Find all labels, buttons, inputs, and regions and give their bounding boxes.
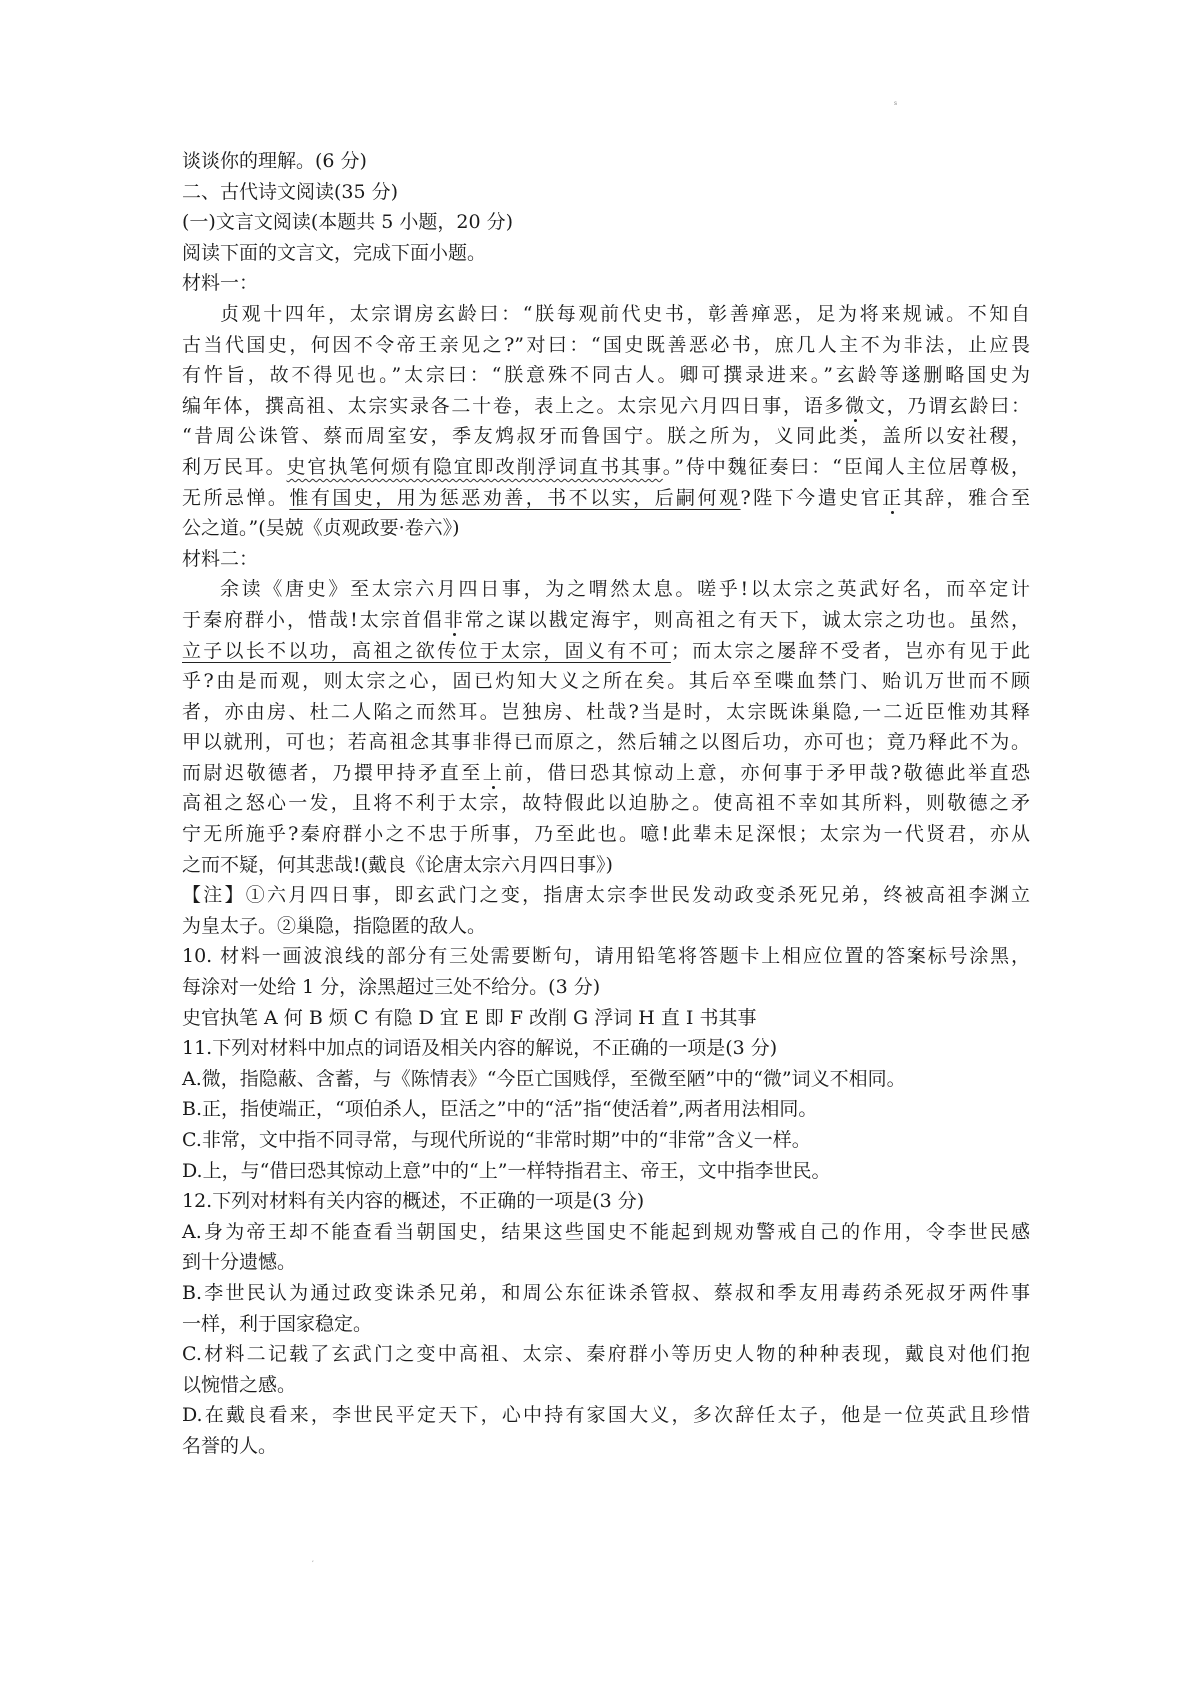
text-segment: 。”侍中魏征奏曰：“臣闻人主位居尊极， xyxy=(662,455,1030,478)
question-stem: 11.下列对材料中加点的词语及相关内容的解说，不正确的一项是(3 分) xyxy=(182,1037,778,1060)
question-12 xyxy=(182,1186,1030,1461)
passage-line: 古当代国史，何因不令帝王亲见之?”对曰：“国史既善恶必书，庶几人主不为非法，止应畏 xyxy=(182,333,1030,356)
option-d: D.上，与“借曰恐其惊动上意”中的“上”一样特指君主、帝王，文中指李世民。 xyxy=(182,1159,831,1182)
text-segment: 于秦府群小，惜哉!太宗首倡 xyxy=(182,608,444,631)
dotted-word-shang: 上 xyxy=(482,761,505,784)
underlined-sentence: 立子以长不以功，高祖之欲传位于太宗，固义有不可 xyxy=(182,639,671,662)
subsection-heading: (一)文言文阅读(本题共 5 小题，20 分) xyxy=(182,211,514,234)
option-d-cont: 名誉的人。 xyxy=(182,1434,278,1457)
underlined-sentence: 惟有国史，用为惩恶劝善，书不以实，后嗣何观 xyxy=(289,486,741,509)
question-10 xyxy=(182,941,1030,1033)
prev-question-tail: 谈谈你的理解。(6 分) xyxy=(182,150,367,172)
option-c: C.非常，文中指不同寻常，与现代所说的“非常时期”中的“非常”含义一样。 xyxy=(182,1129,811,1151)
passage-line: 余读《唐史》至太宗六月四日事，为之喟然太息。嗟乎!以太宗之英武好名，而卒定计 xyxy=(220,578,1030,601)
question-stem: 每涂对一处给 1 分，涂黑超过三处不给分。(3 分) xyxy=(182,976,601,999)
passage-line xyxy=(182,636,1030,667)
passage-line xyxy=(182,391,1030,422)
text-segment: 而尉迟敬德者，乃擐甲持矛直至 xyxy=(182,761,483,784)
wavy-underline-sentence: 史官执笔何烦有隐宜即改削浮词直书其事 xyxy=(286,455,663,478)
dotted-word-zheng: 正 xyxy=(882,486,904,509)
passage-line: 宁无所施乎?秦府群小之不忠于所事，乃至此也。噫!此辈未足深恨；太宗为一代贤君，亦从 xyxy=(182,823,1030,846)
scan-mark-bottom: , xyxy=(312,1556,314,1563)
passage-line: 之而不疑，何其悲哉!(戴良《论唐太宗六月四日事》) xyxy=(182,853,613,876)
passage-line xyxy=(182,605,1030,636)
text-segment: 文，乃谓玄龄曰： xyxy=(865,394,1030,417)
material-one-title: 材料一： xyxy=(182,272,259,295)
passage-line: 甲以就刑，可也；若高祖念其事非得已而原之，然后辅之以图后功，亦可也；竟乃释此不为。 xyxy=(182,731,1030,754)
dotted-word-wei: 微 xyxy=(845,394,866,417)
passage-line: 者，亦由房、杜二人陷之而然耳。岂独房、杜哉?当是时，太宗既诛巢隐,一二近臣惟劝其释 xyxy=(182,700,1030,723)
sentence-break-options: 史官执笔 A 何 B 烦 C 有隐 D 宜 E 即 F 改削 G 浮词 H 直 I 书其事 xyxy=(182,1006,757,1029)
option-a-cont: 到十分遗憾。 xyxy=(182,1251,297,1274)
passage-line xyxy=(182,452,1030,483)
text-segment: 其辞，雅合至 xyxy=(903,486,1030,509)
note-line: 为皇太子。②巢隐，指隐匿的敌人。 xyxy=(182,914,487,937)
section-heading: 二、古代诗文阅读(35 分) xyxy=(182,180,399,203)
passage-line: 乎?由是而观，则太宗之心，固已灼知大义之所在矣。其后卒至喋血禁门、贻讥万世而不顾 xyxy=(182,670,1030,693)
passage-line: 有忤旨，故不得见也。”太宗曰：“朕意殊不同古人。卿可撰录进来。”玄龄等遂删略国史为 xyxy=(182,364,1030,387)
question-stem: 12.下列对材料有关内容的概述，不正确的一项是(3 分) xyxy=(182,1190,645,1213)
passage-line: “昔周公诛管、蔡而周室安，季友鸩叔牙而鲁国宁。朕之所为，义同此类，盖所以安社稷， xyxy=(182,425,1030,448)
text-segment: 编年体，撰高祖、太宗实录各二十卷，表上之。太宗见六月四日事，语多 xyxy=(182,394,846,417)
option-d: D.在戴良看来，李世民平定天下，心中持有家国大义，多次辞任太子，他是一位英武且珍惜 xyxy=(182,1404,1030,1427)
option-c: C.材料二记载了玄武门之变中高祖、太宗、秦府群小等历史人物的种种表现，戴良对他们抱 xyxy=(182,1343,1030,1366)
passage-line xyxy=(182,758,1030,789)
material-two-title: 材料二： xyxy=(182,547,259,570)
dotted-word-fei: 非 xyxy=(443,608,465,631)
option-b: B.正，指使端正，“项伯杀人，臣活之”中的“活”指“使活着”,两者用法相同。 xyxy=(182,1098,818,1121)
scan-mark-top: s xyxy=(894,100,898,107)
question-11 xyxy=(182,1033,1030,1186)
exam-content xyxy=(182,146,1030,1462)
question-stem: 10. 材料一画波浪线的部分有三处需要断句，请用铅笔将答题卡上相应位置的答案标号涂黑， xyxy=(182,945,1030,968)
text-segment: 常之谋以戡定海宇，则高祖之有天下，诚太宗之功也。虽然， xyxy=(464,608,1030,631)
text-segment: ?陛下今遣史官 xyxy=(740,486,883,509)
text-segment: 利万民耳。 xyxy=(182,455,287,478)
passage-line xyxy=(182,483,1030,514)
passage-line: 高祖之怒心一发，且将不利于太宗，故特假此以迫胁之。使高祖不幸如其所料，则敬德之矛 xyxy=(182,792,1030,815)
option-a: A.身为帝王却不能查看当朝国史，结果这些国史不能起到规劝警戒自己的作用，令李世民感 xyxy=(182,1220,1030,1243)
text-segment: 前，借曰恐其惊动上意，亦何事于矛甲哉?敬德此举直恐 xyxy=(504,761,1030,784)
option-b: B.李世民认为通过政变诛杀兄弟，和周公东征诛杀管叔、蔡叔和季友用毒药杀死叔牙两件事 xyxy=(182,1281,1030,1304)
annotation-note xyxy=(182,880,1030,941)
material-two-passage xyxy=(182,574,1030,880)
text-segment: 无所忌惮。 xyxy=(182,486,290,509)
option-c-cont: 以惋惜之感。 xyxy=(182,1373,297,1396)
passage-line: 公之道。”(吴兢《贞观政要·卷六》) xyxy=(182,517,460,540)
passage-line: 贞观十四年，太宗谓房玄龄曰：“朕每观前代史书，彰善瘅恶，足为将来规诫。不知自 xyxy=(220,302,1030,325)
reading-instruction: 阅读下面的文言文，完成下面小题。 xyxy=(182,241,487,264)
option-b-cont: 一样，利于国家稳定。 xyxy=(182,1312,373,1335)
material-one-passage xyxy=(182,299,1030,544)
text-segment: ；而太宗之屡辞不受者，岂亦有见于此 xyxy=(670,639,1030,662)
option-a: A.微，指隐蔽、含蓄，与《陈情表》“今臣亡国贱俘，至微至陋”中的“微”词义不相同。 xyxy=(182,1067,906,1090)
note-line: 【注】①六月四日事，即玄武门之变，指唐太宗李世民发动政变杀死兄弟，终被高祖李渊立 xyxy=(182,884,1030,907)
